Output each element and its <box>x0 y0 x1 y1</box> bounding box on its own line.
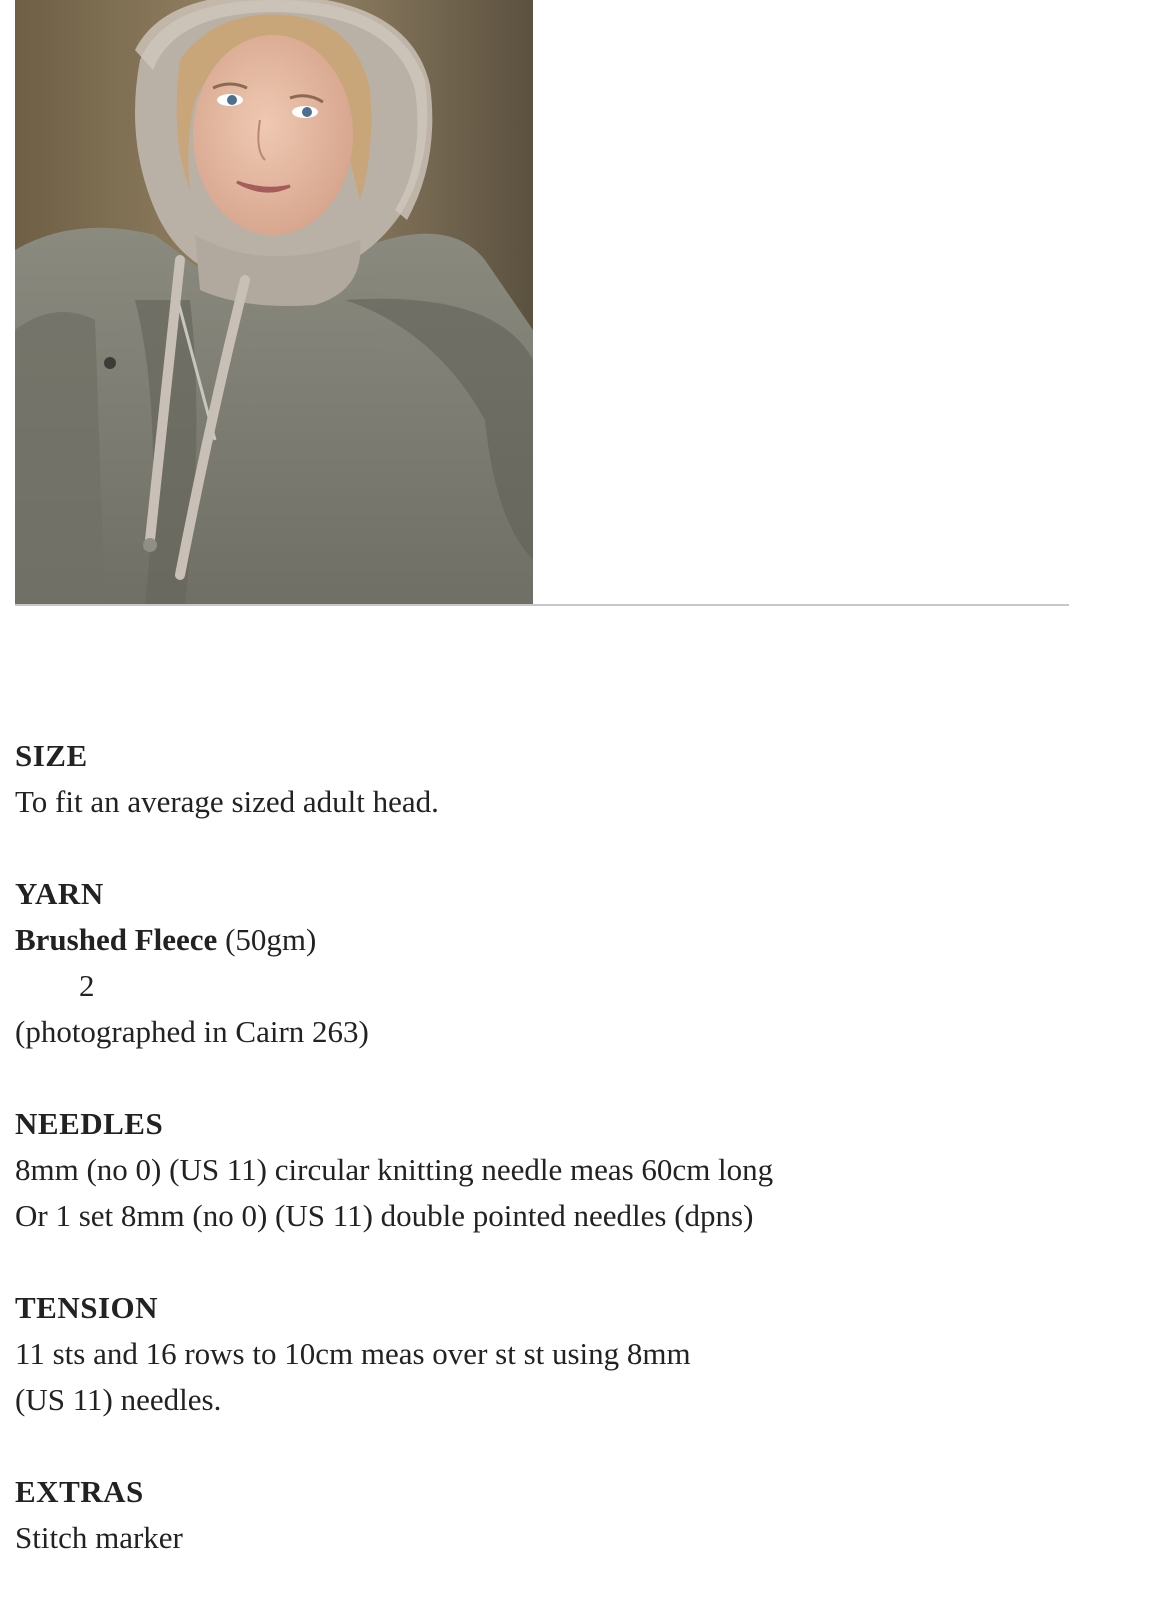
pattern-photo <box>15 0 533 605</box>
needles-line: 8mm (no 0) (US 11) circular knitting needle meas 60cm long <box>15 1152 774 1187</box>
tension-section <box>15 1285 1115 1423</box>
size-heading: SIZE <box>15 738 88 773</box>
yarn-quantity: 2 <box>79 968 95 1003</box>
extras-section <box>15 1469 1115 1561</box>
yarn-name-line <box>15 917 1115 963</box>
face <box>193 35 353 235</box>
yarn-heading: YARN <box>15 876 104 911</box>
eye-right <box>302 107 312 117</box>
extras-heading: EXTRAS <box>15 1474 144 1509</box>
yarn-section <box>15 871 1115 1055</box>
size-text: To fit an average sized adult head. <box>15 784 439 819</box>
needles-line: Or 1 set 8mm (no 0) (US 11) double pointed needles (dpns) <box>15 1198 754 1233</box>
eye-left <box>227 95 237 105</box>
pattern-details <box>15 733 1115 1561</box>
tension-line: (US 11) needles. <box>15 1382 222 1417</box>
tension-heading: TENSION <box>15 1290 159 1325</box>
photo-illustration <box>15 0 533 605</box>
size-section <box>15 733 1115 825</box>
yarn-note: (photographed in Cairn 263) <box>15 1014 369 1049</box>
extras-text: Stitch marker <box>15 1520 183 1555</box>
coat-snap <box>104 357 116 369</box>
needles-heading: NEEDLES <box>15 1106 164 1141</box>
yarn-name: Brushed Fleece <box>15 922 218 957</box>
photo-divider <box>15 604 1069 606</box>
tension-line: 11 sts and 16 rows to 10cm meas over st st using 8mm <box>15 1336 691 1371</box>
yarn-weight: (50gm) <box>225 922 317 957</box>
needles-section <box>15 1101 1115 1239</box>
